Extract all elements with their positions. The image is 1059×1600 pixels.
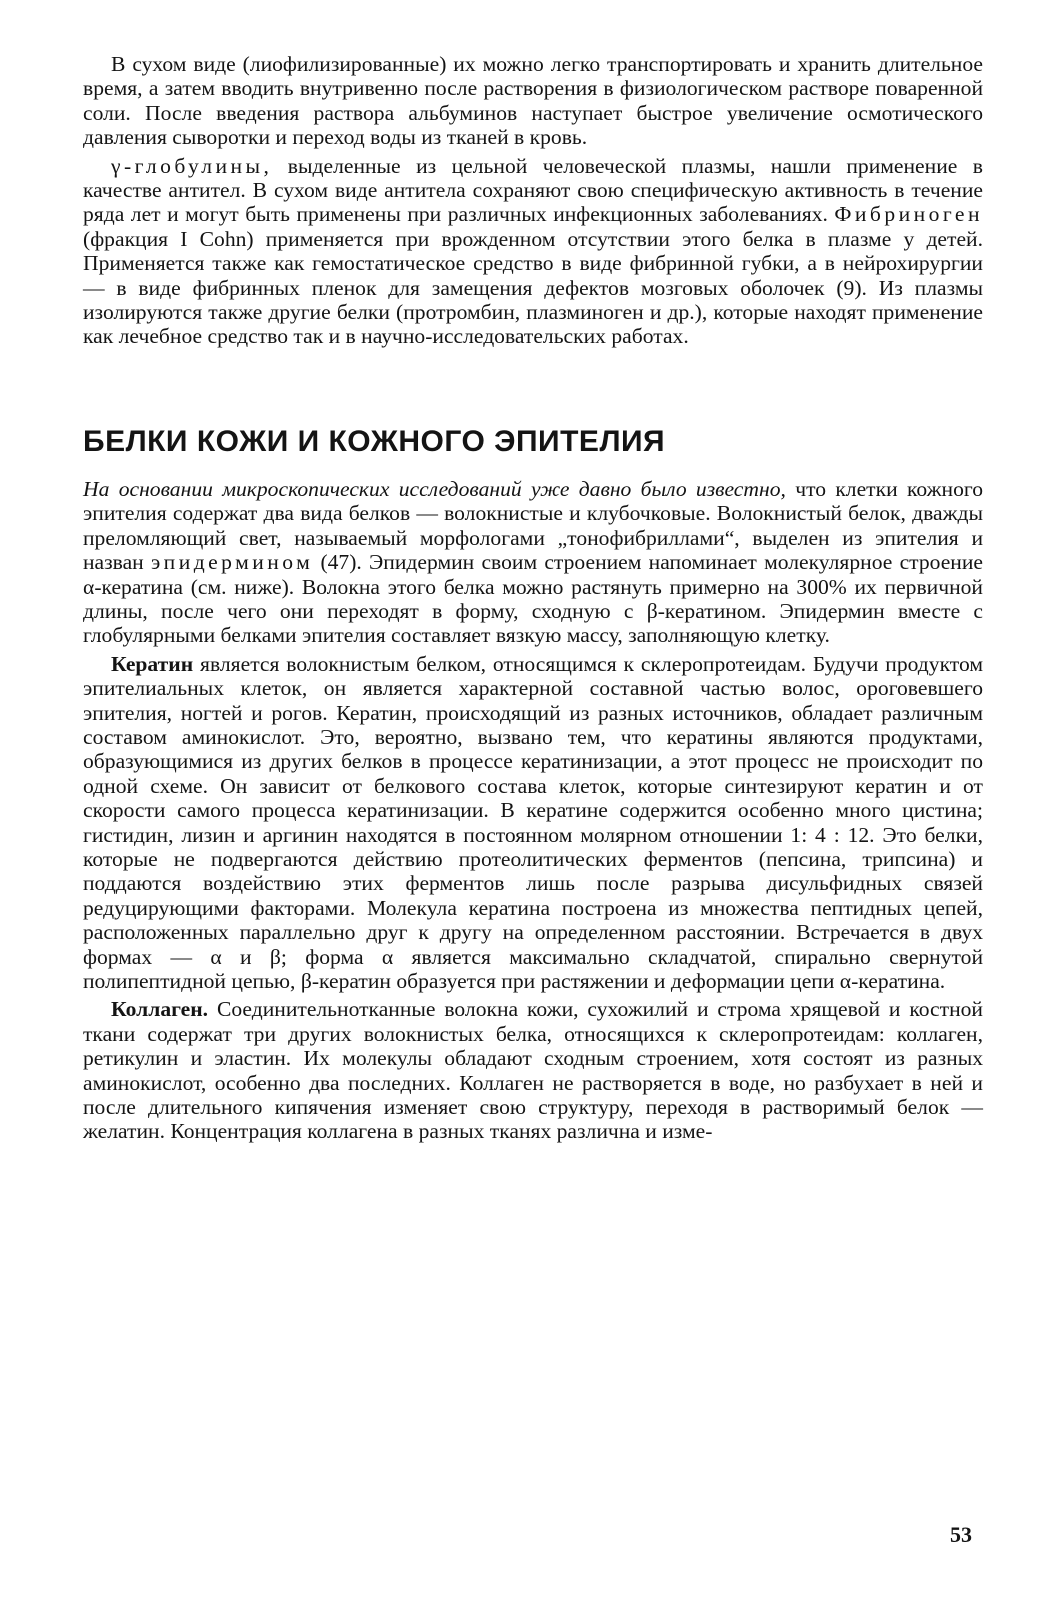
paragraph-keratin: [83, 652, 983, 994]
paragraph-gamma-globulins-text-b: (фракция I Cohn) применяется при врожденном отсутствии этого белка в плазме у детей. Применяется также как гемостатическое средство в виде фибринной губки, а в нейрохирургии — в виде фибринных пленок для замещения дефектов мозговых оболочек (9). Из плазмы изолируются также другие белки (протромбин, плазминоген и др.), которые находят применение как лечебное средство так и в научно-исследовательских работах.: [83, 226, 983, 349]
paragraph-keratin-text: является волокнистым белком, относящимся к склеропротеидам. Будучи продуктом эпителиальных клеток, он является характерной составной частью волос, ороговевшего эпителия, ногтей и рогов. Кератин, происходящий из разных источников, обладает различным составом аминокислот. Это, вероятно, вызвано тем, что кератины являются продуктами, образующимися из других белков в процессе кератинизации, а этот процесс не происходит по одной схеме. Он зависит от белкового состава клеток, которые синтезируют кератин и от скорости самого процесса кератинизации. В кератине содержится особенно много цистина; гистидин, лизин и аргинин находятся в постоянном молярном отношении 1: 4 : 12. Это белки, которые не подвергаются действию протеолитических ферментов (пепсина, трипсина) и поддаются воздействию этих ферментов лишь после разрыва дисульфидных связей редуцирующими факторами. Молекула кератина построена из множества пептидных цепей, расположенных параллельно друг к другу на определенном расстоянии. Встречается в двух формах — α и β; форма α является максимально складчатой, спирально свернутой полипептидной цепью, β-кератин образуется при растяжении и деформации цепи α-кератина.: [83, 651, 983, 993]
term-fibrinogen: Фибриноген: [834, 202, 983, 227]
paragraph-gamma-globulins: [83, 154, 983, 349]
paragraph-epidermin: [83, 477, 983, 648]
term-gamma-globulins: γ-глобулины,: [111, 153, 273, 178]
paragraph-epidermin-text-b: (47). Эпидермин своим строением напоминает молекулярное строение α-кератина (см. ниже). Волокна этого белка можно растянуть примерно на 300% их первичной длины, после чего они переходят в форму, сходную с β-кератином. Эпидермин вместе с глобулярными белками эпителия составляет вязкую массу, заполняющую клетку.: [83, 550, 983, 648]
section-heading: БЕЛКИ КОЖИ И КОЖНОГО ЭПИТЕЛИЯ: [83, 424, 666, 458]
page-number: 53: [950, 1522, 972, 1547]
paragraph-collagen: [83, 997, 983, 1143]
term-collagen: Коллаген.: [111, 997, 209, 1022]
paragraph-epidermin-text-a: что клетки кожного эпителия содержат два вида белков — волокнистые и клубочковые. Волокнистый белок, дважды преломляющий свет, называемый морфологами „тонофибриллами“, выделен из эпителия и назван: [83, 476, 983, 575]
paragraph-albumin-transport: В сухом виде (лиофилизированные) их можно легко транспортировать и хранить длительное время, а затем вводить внутривенно после растворения в физиологическом растворе поваренной соли. После введения раствора альбуминов наступает быстрое увеличение осмотического давления сыворотки и переход воды из тканей в кровь.: [83, 52, 983, 150]
term-keratin: Кератин: [111, 651, 194, 676]
paragraph-collagen-text: Соединительнотканные волокна кожи, сухожилий и строма хрящевой и костной ткани содержат три других волокнистых белка, относящихся к склеропротеидам: коллаген, ретикулин и эластин. Их молекулы обладают сходным строением, хотя состоят из разных аминокислот, особенно два последних. Коллаген не растворяется в воде, но разбухает в ней и после длительного кипячения изменяет свою структуру, переходя в растворимый белок — желатин. Концентрация коллагена в разных тканях различна и изме-: [83, 997, 983, 1144]
paragraph-epidermin-italic-intro: На основании микроскопических исследований уже давно было известно,: [83, 476, 786, 501]
paragraph-gamma-globulins-text-a: выделенные из цельной человеческой плазмы, нашли применение в качестве антител. В сухом виде антитела сохраняют свою специфическую активность в течение ряда лет и могут быть применены при различных инфекционных заболеваниях.: [83, 153, 983, 227]
term-epidermin: эпидермином: [150, 550, 314, 575]
page-content: [83, 52, 983, 1144]
